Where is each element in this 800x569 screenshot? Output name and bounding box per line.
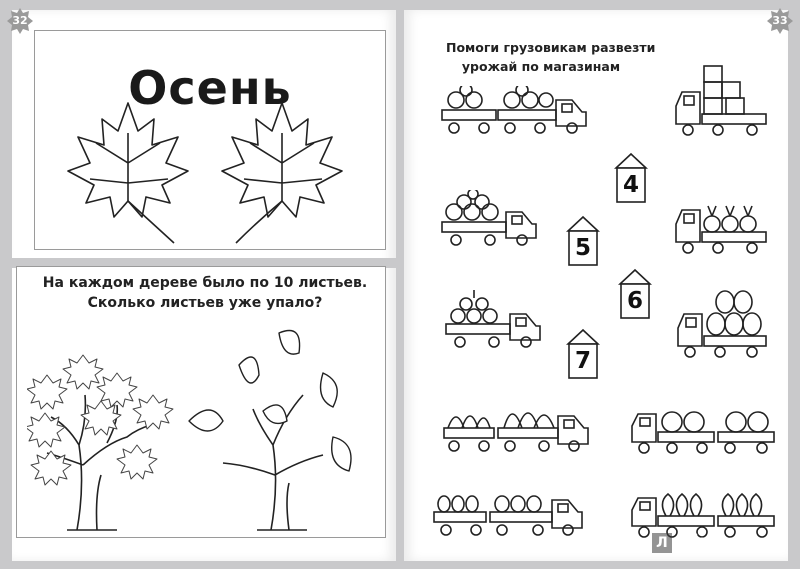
page-title: Осень [128,61,292,115]
trees-card [16,266,386,538]
page-number-right [766,7,794,35]
task-line-2: урожай по магазинам [461,59,621,74]
watermark-text: абиринт.ру [675,532,786,552]
truck-icon[interactable] [674,62,770,136]
store-4-number: 4 [622,172,639,198]
truck-icon[interactable] [432,486,588,538]
store-6-number: 6 [626,288,643,314]
question-line-1: На каждом дереве было по 10 листьев. [42,275,368,291]
truck-icon[interactable] [676,284,770,358]
question-text [29,273,381,313]
store-7[interactable] [566,328,600,380]
autumn-card [34,30,386,250]
watermark [652,532,792,558]
store-5[interactable] [566,215,600,267]
page-number-right-text: 33 [772,14,788,27]
maple-leaves-illustration [50,93,370,245]
store-7-number: 7 [574,348,591,374]
page-number-left-text: 32 [12,14,28,27]
store-5-number: 5 [574,235,591,261]
maple-leaf-icon [222,103,342,243]
watermark-badge: Л [652,533,672,553]
maple-leaf-icon [27,355,173,485]
trees-illustration [27,325,367,535]
page-number-left [6,7,34,35]
truck-icon[interactable] [674,200,770,254]
truck-icon[interactable] [440,190,540,250]
truck-icon[interactable] [628,486,778,538]
truck-icon[interactable] [628,398,778,454]
question-line-2: Сколько листьев уже упало? [87,295,323,311]
truck-icon[interactable] [444,288,544,350]
truck-icon[interactable] [442,396,592,454]
task-text [446,38,656,76]
store-4[interactable] [614,152,648,204]
store-6[interactable] [618,268,652,320]
truck-icon[interactable] [440,86,590,140]
maple-leaf-icon [68,103,188,243]
task-line-1: Помоги грузовикам развезти [446,40,656,55]
